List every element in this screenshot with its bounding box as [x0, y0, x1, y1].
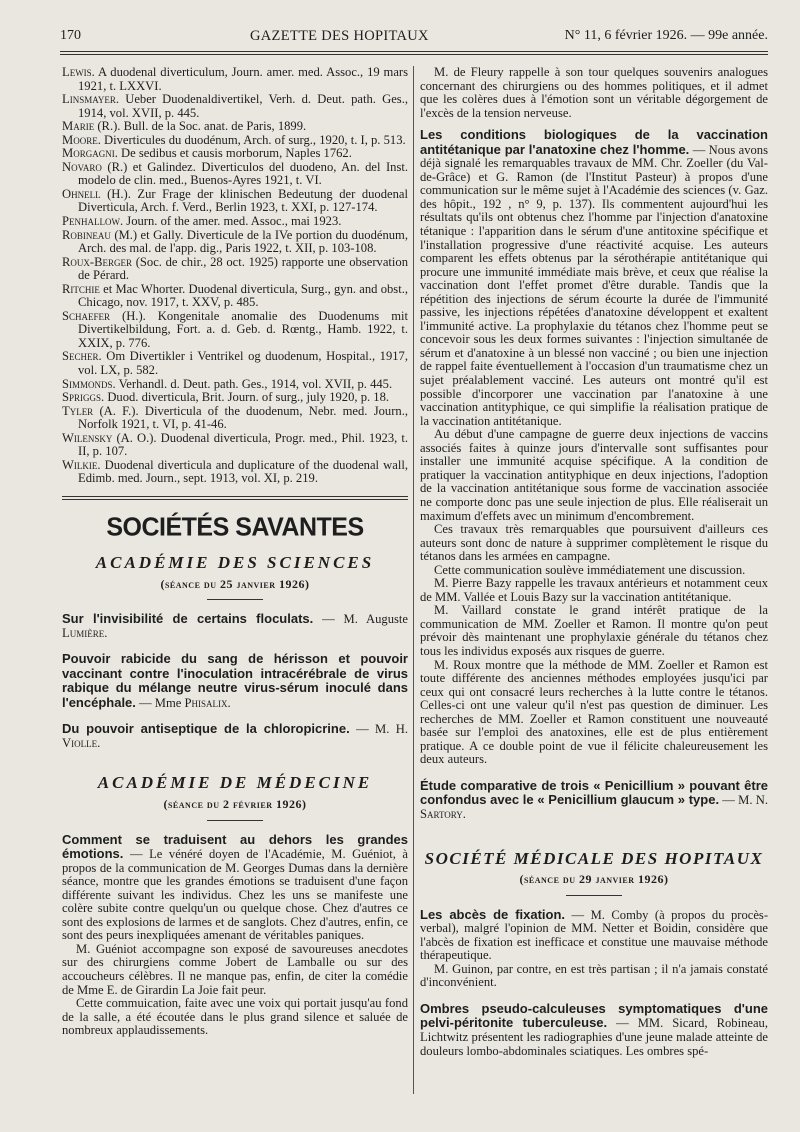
reference-text: (A. O.). Duodenal diverticula, Progr. med., Phil. 1923, t. II, p. 107.: [78, 430, 408, 459]
article-paragraph: Cette commuication, faite avec une voix qui portait jusqu'au fond de la salle, a été écoutée dans le plus grand silence et saluée de nombreux applaudissements.: [62, 996, 408, 1038]
abces-article: [420, 908, 768, 963]
short-rule: [207, 820, 263, 821]
reference-author: Schaefer: [62, 308, 111, 323]
article-paragraph: M. Roux montre que la méthode de MM. Zoeller et Ramon est toute différente des anciennes méthodes employées jusqu'ici par ceux qui ont consacré leurs recherches à la lutte contre le tétanos. Celles-ci ont une valeur qu'il n'est pas question de diminuer. Les recherches de MM. Zoeller et Ramon constituent une nouveauté basée sur l'emploi des anatoxines, elle est de plus entièrement pratique. A ce double point de vue il félicite chaleureusement les deux auteurs.: [420, 657, 768, 767]
reference-text: et Mac Whorter. Duodenal diverticula, Surg., gyn. and obst., Chicago, nov. 1917, t. XXV, p. 485.: [78, 281, 408, 310]
article-paragraph: — Le vénéré doyen de l'Académie, M. Guéniot, à propos de la communication de M. Georges Dumas dans la dernière séance, montre que les grandes émotions se traduisent d'une façon différente suivant les individus. Chez les uns se manifeste une colère subite contre quelqu'un ou quelque chose. Chez d'autres ce sont des explosions de larmes et de sanglots. Chez d'autres, enfin, ce sont des peurs inexpliquées amenant de véritables paniques.: [62, 847, 408, 943]
reference-author: Morgagni.: [62, 146, 118, 161]
reference-text: Verhandl. d. Deut. path. Ges., 1914, vol. XVII, p. 445.: [115, 376, 393, 391]
article-paragraph: — M. Comby (à propos du procès-verbal), malgré l'opinion de MM. Netter et Boidin, considère que l'abcès de fixation est inefficace et constitue une mauvaise méthode thérapeutique.: [420, 907, 769, 963]
reference-author: Ohnell: [62, 186, 101, 201]
page-header: [60, 28, 768, 52]
page-number: 170: [60, 28, 81, 43]
reference-text: Om Divertikler i Ventrikel og duodenum, Hospital., 1917, vol. LX, p. 582.: [78, 349, 408, 378]
reference-entry: [62, 147, 408, 161]
reference-author: Moore.: [62, 132, 101, 147]
reference-text: Diverticules du duodénum, Arch. of surg., 1920, t. I, p. 513.: [100, 132, 406, 147]
vaccination-article: [420, 128, 768, 428]
academy-item-title: Sur l'invisibilité de certains floculats.: [62, 611, 314, 627]
article-title: Les conditions biologiques de la vaccination antitétanique par l'anatoxine chez l'homme.: [420, 127, 768, 157]
reference-entry: [62, 256, 408, 283]
article-paragraph: Cette communication soulève immédiatement une discussion.: [434, 562, 746, 577]
reference-author: Marie: [62, 119, 95, 134]
article-paragraph: — Nous avons déjà signalé les remarquables travaux de MM. Chr. Zoeller (du Val-de-Grâce) et G. Ramon (de l'Institut Pasteur) à propos d'une communication sur le même sujet à l'Académie des sciences (v. Gaz. des hôpit., 192 , n° 9, p. 137). Ils commentent aujourd'hui les résultats qu'ils ont obtenus chez l'homme par l'injection d'anatoxine tétanique : l'apparition dans le sérum d'une antitoxine spécifique et l'installation progressive d'une réactivité acquise. Les auteurs comparent les effets obtenus par la sérothérapie antitétanique qui procure une immunité immédiate mais brève, et ceux que réalise la vaccination dont l'effet promet d'être durable. Tandis que la répétition des injections de sérum écourte la durée de l'immunité passive, les injections répétées d'anatoxine développent et exaltent l'immunité active. La prophylaxie du tétanos chez l'homme peut se concevoir sous les deux formes suivantes : l'injection simultanée de sérum et d'anatoxine à un blessé non vacciné ; ou bien une injection de rappel faite éventuellement à l'occasion d'un traumatisme chez un sujet préalablement vacciné. Les auteurs ont montré qu'il est possible d'incorporer une vaccination par l'anatoxine à une vaccination antityphique, ce qui simplifie la réalisation pratique de la vaccination antitétanique.: [420, 142, 768, 428]
article-paragraph: M. Guéniot accompagne son exposé de savoureuses anecdotes sur des chirurgiens comme Jobert de Lamballe ou sur des accoucheurs célèbres. Il ne manque pas, enfin, de citer la comédie de Mme E. de Girardin La Joie fait peur.: [62, 941, 408, 997]
reference-text: (A. F.). Diverticula of the duodenum, Nebr. med. Journ., Norfolk 1921, t. VI, p. 41-46.: [78, 403, 408, 432]
reference-text: Duodenal diverticula and duplicature of the duodenal wall, Edimb. med. Journ., sept. 1913, vol. XI, p. 219.: [78, 457, 408, 486]
reference-author: Spriggs.: [62, 390, 105, 405]
academy-sciences-title: ACADÉMIE DES SCIENCES: [95, 552, 375, 572]
reference-author: Ritchie: [62, 281, 100, 296]
academy-sciences-items: [62, 612, 408, 750]
article-title: Ombres pseudo-calculeuses symptomatiques d'une pelvi-péritonite tuberculeuse.: [420, 1000, 768, 1031]
short-rule: [566, 895, 622, 896]
reference-author: Novaro: [62, 159, 102, 174]
article-title: Les abcès de fixation.: [420, 906, 566, 922]
article-title: Comment se traduisent au dehors les grandes émotions.: [62, 831, 408, 862]
article-paragraph: M. Vaillard constate le grand intérêt pratique de la communication de MM. Zoeller et Ramon. Il montre qu'on peut prévoir dès maintenant une prophylaxie générale du tétanos chez tous les individus exposés aux risques de guerre.: [420, 603, 768, 658]
article-byline: — M. N.: [719, 793, 768, 808]
emotions-article: [62, 833, 408, 943]
fleury-paragraph: M. de Fleury rappelle à son tour quelques souvenirs analogues concernant des chirurgiens ou des hommes politiques, et il admet que les colères dues à l'émotion sont un véritable dégorgement de l'excès de la tension nerveuse.: [420, 65, 768, 120]
author-name: Lumière.: [62, 625, 108, 640]
issue-info: N° 11, 6 février 1926. — 99e année.: [564, 28, 768, 43]
reference-text: A duodenal diverticulum, Journ. amer. med. Assoc., 19 mars 1921, t. LXXVI.: [78, 65, 408, 93]
reference-entry: [62, 459, 408, 486]
reference-entry: [62, 93, 408, 120]
reference-text: (R.). Bull. de la Soc. anat. de Paris, 1899.: [94, 119, 307, 134]
author-name: Sartory.: [420, 806, 466, 821]
academy-item-byline: — Mme: [135, 695, 185, 710]
academy-item-title: Pouvoir rabicide du sang de hérisson et pouvoir vaccinant contre l'inoculation intracérébrale de virus rabique du mélange neutre virus-sérum inoculé dans l'encéphale.: [62, 651, 408, 710]
header-rule-top: [60, 51, 768, 52]
reference-text: (R.) et Galindez. Diverticulos del duodeno, An. del Inst. modelo de clin. med., Buenos-Ayres 1921, t. VI.: [78, 159, 408, 188]
academy-item: [62, 652, 408, 710]
section-title: SOCIÉTÉS SAVANTES: [106, 512, 364, 542]
reference-author: Linsmayer.: [62, 92, 120, 107]
column-divider: [413, 66, 414, 1094]
reference-author: Robineau: [62, 227, 111, 242]
reference-entry: [62, 120, 408, 134]
left-column: [62, 66, 408, 1038]
reference-text: Ueber Duodenaldivertikel, Verh. d. Deut. path. Ges., 1914, vol. XVII, p. 445.: [78, 92, 408, 120]
academy-item-byline: — M. Auguste: [313, 612, 408, 627]
reference-author: Roux-Berger: [62, 254, 132, 269]
reference-entry: [62, 405, 408, 432]
reference-entry: [62, 391, 408, 405]
academy-item: [62, 612, 408, 640]
section-double-rule: [62, 496, 408, 500]
academy-item-title: Du pouvoir antiseptique de la chloropicrine.: [62, 721, 350, 737]
article-paragraph: — MM. Sicard, Robineau, Lichtwitz présentent les radiographies d'une jeune malade atteinte de douleurs lombo-abdominales sciatiques. Les ombres spé-: [420, 1016, 768, 1058]
reference-author: Simmonds.: [62, 376, 116, 391]
article-paragraph: M. Guinon, par contre, en est très partisan ; il n'a jamais constaté d'inconvénient.: [420, 961, 768, 990]
reference-entry: [62, 378, 408, 392]
penicillium-article: [420, 779, 768, 822]
author-name: Phisalix.: [184, 695, 231, 710]
reference-text: Journ. of the amer. med. Assoc., mai 1923.: [123, 214, 342, 229]
reference-text: (H.). Kongenitale anomalie des Duodenums mit Divertikelbildung, Fort. a. d. Geb. d. Rœntg., Hamb. 1922, t. XXIX, p. 776.: [78, 308, 408, 350]
reference-entry: [62, 432, 408, 459]
author-name: Violle.: [62, 735, 101, 750]
reference-entry: [62, 283, 408, 310]
reference-text: Duod. diverticula, Brit. Journ. of surg., july 1920, p. 18.: [104, 390, 390, 405]
article-paragraph: Ces travaux très remarquables que poursuivent d'ailleurs ces auteurs sont donc de nature à supprimer complètement le risque du tétanos dans les armées en campagne.: [420, 522, 768, 564]
reference-entry: [62, 215, 408, 229]
right-column: [420, 66, 768, 1058]
society-seance: (séance du 29 janvier 1926): [519, 872, 669, 887]
academy-item-byline: — M. H.: [349, 722, 408, 737]
header-rule-bottom: [60, 54, 768, 55]
society-title: SOCIÉTÉ MÉDICALE DES HOPITAUX: [424, 848, 764, 868]
short-rule: [207, 599, 263, 600]
reference-text: De sedibus et causis morborum, Naples 1762.: [117, 146, 352, 161]
reference-list: [62, 66, 408, 486]
reference-entry: [62, 229, 408, 256]
reference-author: Tyler: [62, 403, 94, 418]
article-paragraph: M. Pierre Bazy rappelle les travaux antérieurs et notamment ceux de MM. Vallée et Louis Bazy sur la vaccination antitétanique.: [420, 576, 768, 604]
reference-entry: [62, 350, 408, 377]
reference-entry: [62, 134, 408, 148]
article-title: Étude comparative de trois « Penicillium » pouvant être confondus avec le « Penicillium glaucum » type.: [420, 777, 768, 808]
reference-text: (M.) et Gally. Diverticule de la IVe portion du duodénum, Arch. des mal. de l'app. dig., Paris 1922, t. XII, p. 103-108.: [78, 227, 408, 256]
academy-medecine-seance: (séance du 2 février 1926): [163, 796, 307, 811]
reference-author: Lewis.: [62, 65, 95, 79]
reference-entry: [62, 188, 408, 215]
academy-item: [62, 722, 408, 750]
journal-title: GAZETTE DES HOPITAUX: [250, 28, 429, 44]
reference-entry: [62, 161, 408, 188]
reference-text: (H.). Zur Frage der klinischen Bedeutung der duodenal Diverticula, Arch. f. Verd., Berlin 1923, t. XXI, p. 127-174.: [78, 186, 408, 215]
article-paragraph: Au début d'une campagne de guerre deux injections de vaccins associés faites à quinze jours d'intervalle sont suffisantes pour installer une immunité acquise spécifique. A la condition de pratiquer la vaccination antityphique en deux injections, l'adoption de la vaccination antitétanique sous forme de vaccination associée ne comporte donc pas une seule injection de plus. Elle réaliserait un maximum d'effets avec un minimum d'encombrement.: [420, 427, 768, 523]
academy-medecine-title: ACADÉMIE DE MÉDECINE: [97, 773, 373, 793]
ombres-article: [420, 1002, 768, 1058]
academy-sciences-seance: (séance du 25 janvier 1926): [160, 576, 310, 591]
reference-author: Wilkie.: [62, 457, 101, 472]
reference-author: Penhallow.: [62, 214, 124, 229]
reference-entry: [62, 66, 408, 93]
reference-author: Secher.: [62, 349, 102, 364]
reference-entry: [62, 310, 408, 351]
reference-author: Wilensky: [62, 430, 113, 445]
reference-text: (Soc. de chir., 28 oct. 1925) rapporte une observation de Pérard.: [78, 254, 408, 283]
